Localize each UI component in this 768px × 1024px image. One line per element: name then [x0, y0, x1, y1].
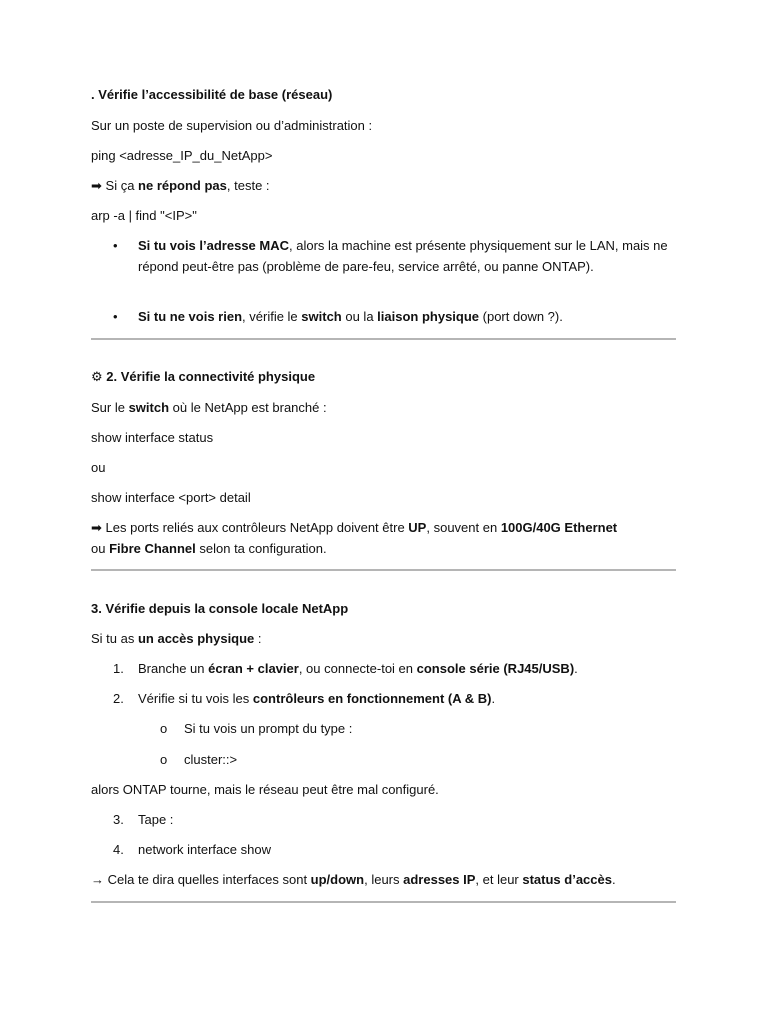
section-divider	[91, 338, 676, 340]
sub-item-prompt: Si tu vois un prompt du type :	[184, 721, 353, 736]
arp-command: arp -a | find "<IP>"	[91, 208, 197, 223]
list-number: 4.	[113, 842, 124, 857]
sub-bullet-icon: o	[160, 721, 168, 736]
gear-icon: ⚙	[91, 369, 103, 384]
ping-command: ping <adresse_IP_du_NetApp>	[91, 148, 273, 163]
section-divider	[91, 569, 676, 571]
section3-intro: Si tu as un accès physique :	[91, 631, 262, 646]
sub-bullet-icon: o	[160, 752, 168, 767]
show-detail-command: show interface <port> detail	[91, 490, 251, 505]
noreply-line: ➡ Si ça ne répond pas, teste :	[91, 178, 270, 193]
section1-heading: . Vérifie l’accessibilité de base (réseau)	[91, 87, 333, 102]
list-number: 1.	[113, 661, 124, 676]
right-arrow-icon: ➡	[91, 520, 102, 535]
step-item-console: Branche un écran + clavier, ou connecte-toi en console série (RJ45/USB).	[138, 661, 578, 676]
section2-heading: ⚙ 2. Vérifie la connectivité physique	[91, 369, 316, 384]
right-arrow-icon: ➡	[91, 178, 102, 193]
right-arrow-icon: →	[91, 872, 104, 887]
ports-note-line1: ➡ Les ports reliés aux contrôleurs NetApp doivent être UP, souvent en 100G/40G Ethernet	[91, 520, 618, 535]
step-item-command: network interface show	[138, 842, 271, 857]
result-note: → Cela te dira quelles interfaces sont up/down, leurs adresses IP, et leur status d’accès.	[91, 872, 616, 887]
step-item-type: Tape :	[138, 812, 174, 827]
step-item-controllers: Vérifie si tu vois les contrôleurs en fonctionnement (A & B).	[138, 691, 496, 706]
bullet-icon: •	[113, 309, 118, 324]
section-divider	[91, 901, 676, 903]
section2-intro: Sur le switch où le NetApp est branché :	[91, 400, 327, 415]
ontap-note: alors ONTAP tourne, mais le réseau peut être mal configuré.	[91, 782, 439, 797]
section3-heading: 3. Vérifie depuis la console locale NetApp	[91, 601, 349, 616]
section1-intro: Sur un poste de supervision ou d’administration :	[91, 118, 373, 133]
ports-note-line2: ou Fibre Channel selon ta configuration.	[91, 541, 327, 556]
list-number: 3.	[113, 812, 124, 827]
bullet-item-nothing: Si tu ne vois rien, vérifie le switch ou la liaison physique (port down ?).	[138, 309, 563, 324]
show-status-command: show interface status	[91, 430, 214, 445]
bullet-item-mac: Si tu vois l’adresse MAC, alors la machine est présente physiquement sur le LAN, mais ne répond peut-être pas (problème de pare-feu, service arrêté, ou panne ONTAP).	[138, 238, 668, 274]
bullet-icon: •	[113, 238, 118, 253]
sub-item-cluster-prompt: cluster::>	[184, 752, 238, 767]
or-text: ou	[91, 460, 106, 475]
list-number: 2.	[113, 691, 124, 706]
